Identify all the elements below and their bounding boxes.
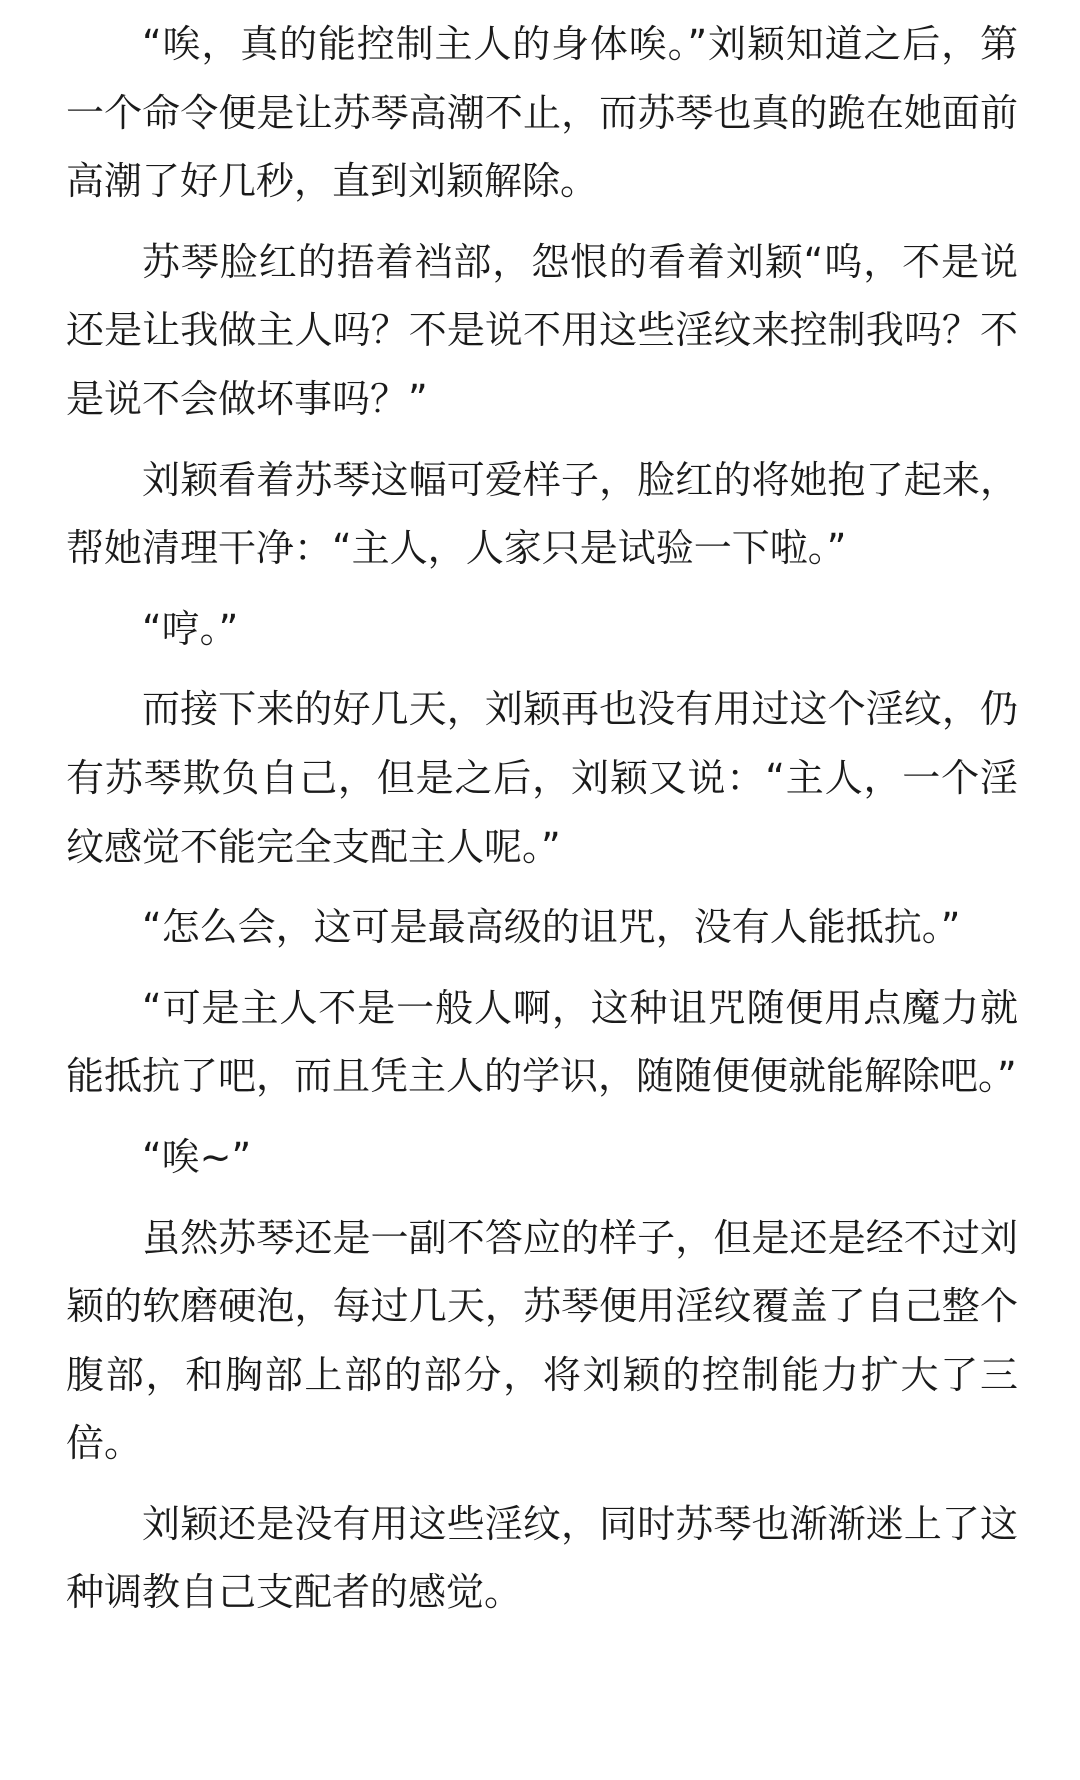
paragraph-4: “哼。” — [142, 606, 239, 651]
paragraph-10: 刘颖还是没有用这些淫纹，同时苏琴也渐渐迷上了这种调教自己支配者的感觉。 — [66, 1501, 1018, 1615]
paragraph-3: 刘颖看着苏琴这幅可爱样子，脸红的将她抱了起来，帮她清理干净：“主人，人家只是试验一下啦。” — [66, 457, 1018, 571]
paragraph-8: “唉~” — [142, 1134, 252, 1179]
paragraph-1: “唉，真的能控制主人的身体唉。”刘颖知道之后，第一个命令便是让苏琴高潮不止，而苏琴也真的跪在她面前高潮了好几秒，直到刘颖解除。 — [66, 22, 1018, 204]
paragraph-2: 苏琴脸红的捂着裆部，怨恨的看着刘颖“呜，不是说还是让我做主人吗？不是说不用这些淫纹来控制我吗？不是说不会做坏事吗？” — [66, 239, 1018, 421]
paragraph-9: 虽然苏琴还是一副不答应的样子，但是还是经不过刘颖的软磨硬泡，每过几天，苏琴便用淫纹覆盖了自己整个腹部，和胸部上部的部分，将刘颖的控制能力扩大了三倍。 — [66, 1215, 1018, 1466]
paragraph-7: “可是主人不是一般人啊，这种诅咒随便用点魔力就能抵抗了吧，而且凭主人的学识，随随便便就能解除吧。” — [66, 985, 1018, 1099]
paragraph-5: 而接下来的好几天，刘颖再也没有用过这个淫纹，仍有苏琴欺负自己，但是之后，刘颖又说：“主人，一个淫纹感觉不能完全支配主人呢。” — [66, 687, 1018, 869]
paragraph-6: “怎么会，这可是最高级的诅咒，没有人能抵抗。” — [142, 905, 961, 950]
